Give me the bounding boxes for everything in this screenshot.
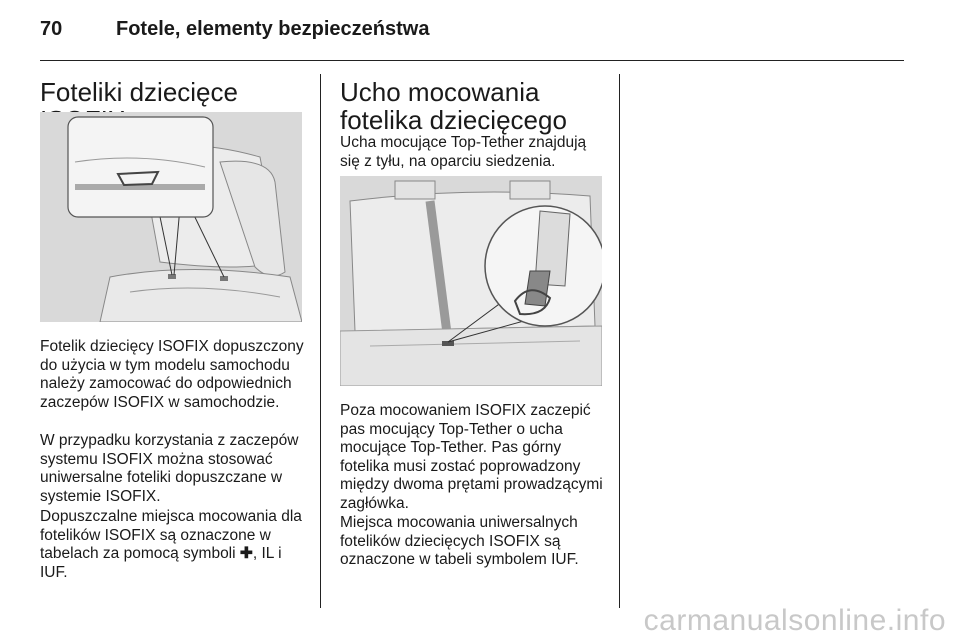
page-header-title: Fotele, elementy bezpieczeństwa (116, 18, 430, 40)
isofix-cross-symbol: ✚ (239, 545, 253, 562)
isofix-paragraph-1: Fotelik dziecięcy ISOFIX dopuszczony do użycia w tym modelu samochodu należy zamocować do odpowiednich zaczepów ISOFIX w samochodzie. (40, 338, 304, 411)
column-divider-left (320, 74, 321, 608)
column-divider-right (619, 74, 620, 608)
isofix-paragraph-3 (40, 508, 310, 582)
page-number: 70 (40, 18, 63, 40)
isofix-paragraph-3-text-b: , IL i IUF. (40, 545, 282, 581)
isofix-paragraph-3-text-a: Dopuszczalne miejsca mocowania dla fotelików ISOFIX są oznaczone w tabelach za pomocą symboli (40, 508, 302, 562)
header-rule (40, 60, 904, 61)
isofix-heading: Foteliki dziecięce (40, 77, 238, 107)
watermark: carmanualsonline.info (643, 604, 946, 637)
isofix-seat-illustration (40, 112, 302, 322)
top-tether-paragraph-1: Ucha mocujące Top-Tether znajdują się z tyłu, na oparciu siedzenia. (340, 134, 587, 170)
top-tether-heading: Ucho mocowania fotelika dziecięcego (340, 77, 567, 135)
top-tether-paragraph-3: Miejsca mocowania uniwersalnych fotelików dziecięcych ISOFIX są oznaczone w tabeli symbolem IUF. (340, 514, 579, 568)
top-tether-illustration (340, 176, 602, 386)
isofix-paragraph-2: W przypadku korzystania z zaczepów systemu ISOFIX można stosować uniwersalne foteliki dopuszczane w systemie ISOFIX. (40, 432, 299, 505)
top-tether-paragraph-2: Poza mocowaniem ISOFIX zaczepić pas mocujący Top-Tether o ucha mocujące Top-Tether. Pas górny fotelika musi zostać poprowadzony między dwoma prętami prowadzącymi zagłówka. (340, 402, 603, 512)
